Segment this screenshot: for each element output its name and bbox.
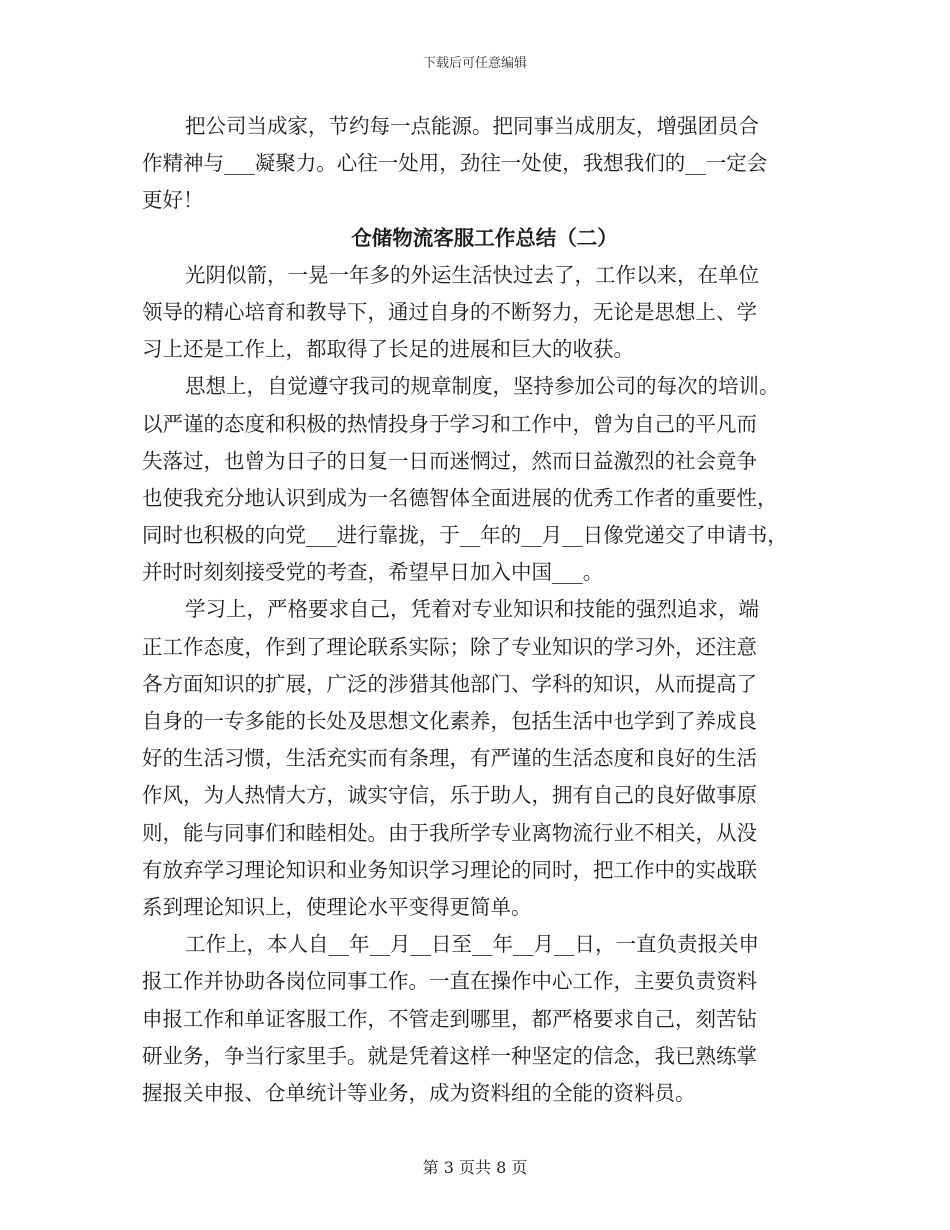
text-line: 各方面知识的扩展，广泛的涉猎其他部门、学科的知识，从而提高了 [142, 671, 757, 696]
text-line: 作风，为人热情大方，诚实守信，乐于助人，拥有自己的良好做事原 [142, 783, 757, 808]
text-line: 以严谨的态度和积极的热情投身于学习和工作中，曾为自己的平凡而 [142, 411, 757, 436]
text-line: 正工作态度，作到了理论联系实际；除了专业知识的学习外，还注意 [142, 634, 757, 659]
text-line: 失落过，也曾为日子的日复一日而迷惘过，然而日益激烈的社会竟争 [142, 448, 757, 473]
text-line: 思想上，自觉遵守我司的规章制度，坚持参加公司的每次的培训。 [185, 374, 780, 399]
text-line: 研业务，争当行家里手。就是凭着这样一种坚定的信念，我已熟练掌 [142, 1043, 757, 1068]
text-line: 并时时刻刻接受党的考查，希望早日加入中国___。 [142, 560, 604, 585]
text-line: 有放弃学习理论知识和业务知识学习理论的同时，把工作中的实战联 [142, 857, 757, 882]
text-line: 也使我充分地认识到成为一名德智体全面进展的优秀工作者的重要性， [142, 485, 778, 510]
text-line: 更好！ [142, 188, 204, 213]
document-body [142, 108, 822, 1112]
text-line: 把公司当成家，节约每一点能源。把同事当成朋友，增强团员合 [185, 114, 759, 138]
text-line: 习上还是工作上，都取得了长足的进展和巨大的收获。 [142, 337, 634, 362]
text-line: 自身的一专多能的长处及思想文化素养，包括生活中也学到了养成良 [142, 709, 757, 733]
text-line: 则，能与同事们和睦相处。由于我所学专业离物流行业不相关，从没 [142, 820, 757, 845]
page-footer: 第 3 页共 8 页 [422, 1158, 528, 1177]
text-line: 作精神与___凝聚力。心往一处用，劲往一处使，我想我们的__一定会 [142, 151, 768, 176]
text-line: 同时也积极的向党___进行靠拢，于__年的__月__日像党递交了申请书， [142, 523, 788, 548]
text-line: 领导的精心培育和教导下，通过自身的不断努力，无论是思想上、学 [142, 299, 757, 324]
text-line: 光阴似箭，一晃一年多的外运生活快过去了，工作以来，在单位 [185, 262, 759, 287]
text-line: 学习上，严格要求自己，凭着对专业知识和技能的强烈追求，端 [185, 597, 759, 622]
page-header: 下载后可任意编辑 [422, 56, 527, 71]
section-title: 仓储物流客服工作总结（二） [351, 225, 618, 250]
text-line: 申报工作和单证客服工作，不管走到哪里，都严格要求自己，刻苦钻 [142, 1006, 757, 1031]
text-line: 好的生活习惯，生活充实而有条理，有严谨的生活态度和良好的生活 [142, 746, 757, 771]
text-line: 报工作并协助各岗位同事工作。一直在操作中心工作，主要负责资料 [142, 969, 757, 994]
text-line: 系到理论知识上，使理论水平变得更简单。 [142, 894, 532, 919]
text-line: 工作上，本人自__年__月__日至__年__月__日，一直负责报关申 [185, 932, 759, 957]
text-line: 握报关申报、仓单统计等业务，成为资料组的全能的资料员。 [142, 1080, 696, 1105]
